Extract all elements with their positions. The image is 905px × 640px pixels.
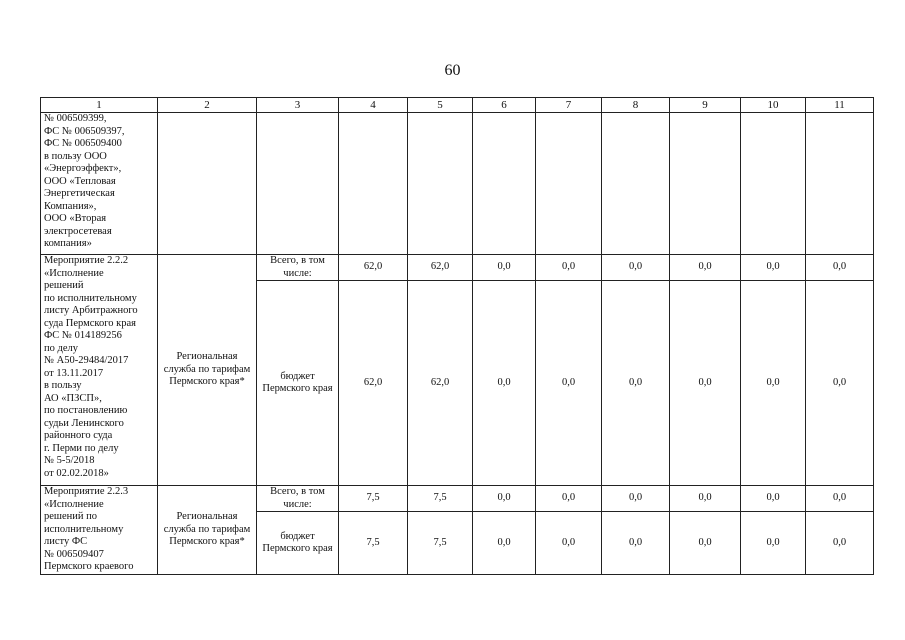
column-header: 5: [408, 98, 473, 113]
empty-cell: [473, 113, 536, 255]
value-cell: 0,0: [741, 281, 806, 486]
value-cell: 62,0: [339, 255, 408, 281]
value-cell: 0,0: [473, 486, 536, 512]
value-cell: 0,0: [473, 255, 536, 281]
empty-cell: [158, 113, 257, 255]
funding-source: Всего, в том числе:: [257, 486, 339, 512]
value-cell: 0,0: [473, 512, 536, 575]
column-header: 4: [339, 98, 408, 113]
value-cell: 0,0: [536, 512, 602, 575]
executor-cell: Региональная служба по тарифам Пермского края*: [158, 486, 257, 575]
value-cell: 7,5: [339, 512, 408, 575]
value-cell: 7,5: [408, 512, 473, 575]
funding-source: бюджет Пермского края: [257, 281, 339, 486]
value-cell: 0,0: [602, 281, 670, 486]
column-header: 11: [806, 98, 874, 113]
value-cell: 0,0: [536, 281, 602, 486]
table-row: [41, 255, 874, 281]
measure-description: Мероприятие 2.2.2 «Исполнение решений по исполнительному листу Арбитражного суда Пермского края ФС № 014189256 по делу № А50-29484/2017 от 13.11.2017 в пользу АО «ПЗСП», по постановлению судьи Ленинского районного суда г. Перми по делу № 5-5/2018 от 02.02.2018»: [41, 255, 158, 486]
empty-cell: [536, 113, 602, 255]
column-header: 3: [257, 98, 339, 113]
value-cell: 7,5: [339, 486, 408, 512]
column-number-row: [41, 98, 874, 113]
value-cell: 0,0: [473, 281, 536, 486]
value-cell: 0,0: [670, 512, 741, 575]
column-header: 10: [741, 98, 806, 113]
column-header: 2: [158, 98, 257, 113]
table-row: [41, 486, 874, 512]
value-cell: 0,0: [806, 512, 874, 575]
executor-cell: Региональная служба по тарифам Пермского края*: [158, 255, 257, 486]
empty-cell: [257, 113, 339, 255]
value-cell: 0,0: [536, 255, 602, 281]
value-cell: 0,0: [536, 486, 602, 512]
empty-cell: [602, 113, 670, 255]
value-cell: 0,0: [806, 255, 874, 281]
value-cell: 0,0: [670, 486, 741, 512]
budget-table: [40, 97, 874, 575]
column-header: 1: [41, 98, 158, 113]
column-header: 6: [473, 98, 536, 113]
value-cell: 62,0: [408, 255, 473, 281]
value-cell: 0,0: [741, 512, 806, 575]
empty-cell: [670, 113, 741, 255]
value-cell: 0,0: [806, 486, 874, 512]
funding-source: Всего, в том числе:: [257, 255, 339, 281]
empty-cell: [408, 113, 473, 255]
value-cell: 62,0: [408, 281, 473, 486]
value-cell: 0,0: [670, 281, 741, 486]
value-cell: 0,0: [602, 512, 670, 575]
empty-cell: [741, 113, 806, 255]
column-header: 8: [602, 98, 670, 113]
empty-cell: [806, 113, 874, 255]
value-cell: 7,5: [408, 486, 473, 512]
value-cell: 0,0: [741, 486, 806, 512]
value-cell: 62,0: [339, 281, 408, 486]
empty-cell: [339, 113, 408, 255]
page-number: 60: [444, 62, 461, 79]
measure-description: № 006509399, ФС № 006509397, ФС № 006509400 в пользу ООО «Энергоэффект», ООО «Тепловая Энергетическая Компания», ООО «Вторая электросетевая компания»: [41, 113, 158, 255]
table-row: [41, 113, 874, 255]
value-cell: 0,0: [602, 486, 670, 512]
value-cell: 0,0: [741, 255, 806, 281]
value-cell: 0,0: [670, 255, 741, 281]
column-header: 7: [536, 98, 602, 113]
measure-description: Мероприятие 2.2.3 «Исполнение решений по исполнительному листу ФС № 006509407 Пермского краевого: [41, 486, 158, 575]
value-cell: 0,0: [602, 255, 670, 281]
funding-source: бюджет Пермского края: [257, 512, 339, 575]
column-header: 9: [670, 98, 741, 113]
value-cell: 0,0: [806, 281, 874, 486]
